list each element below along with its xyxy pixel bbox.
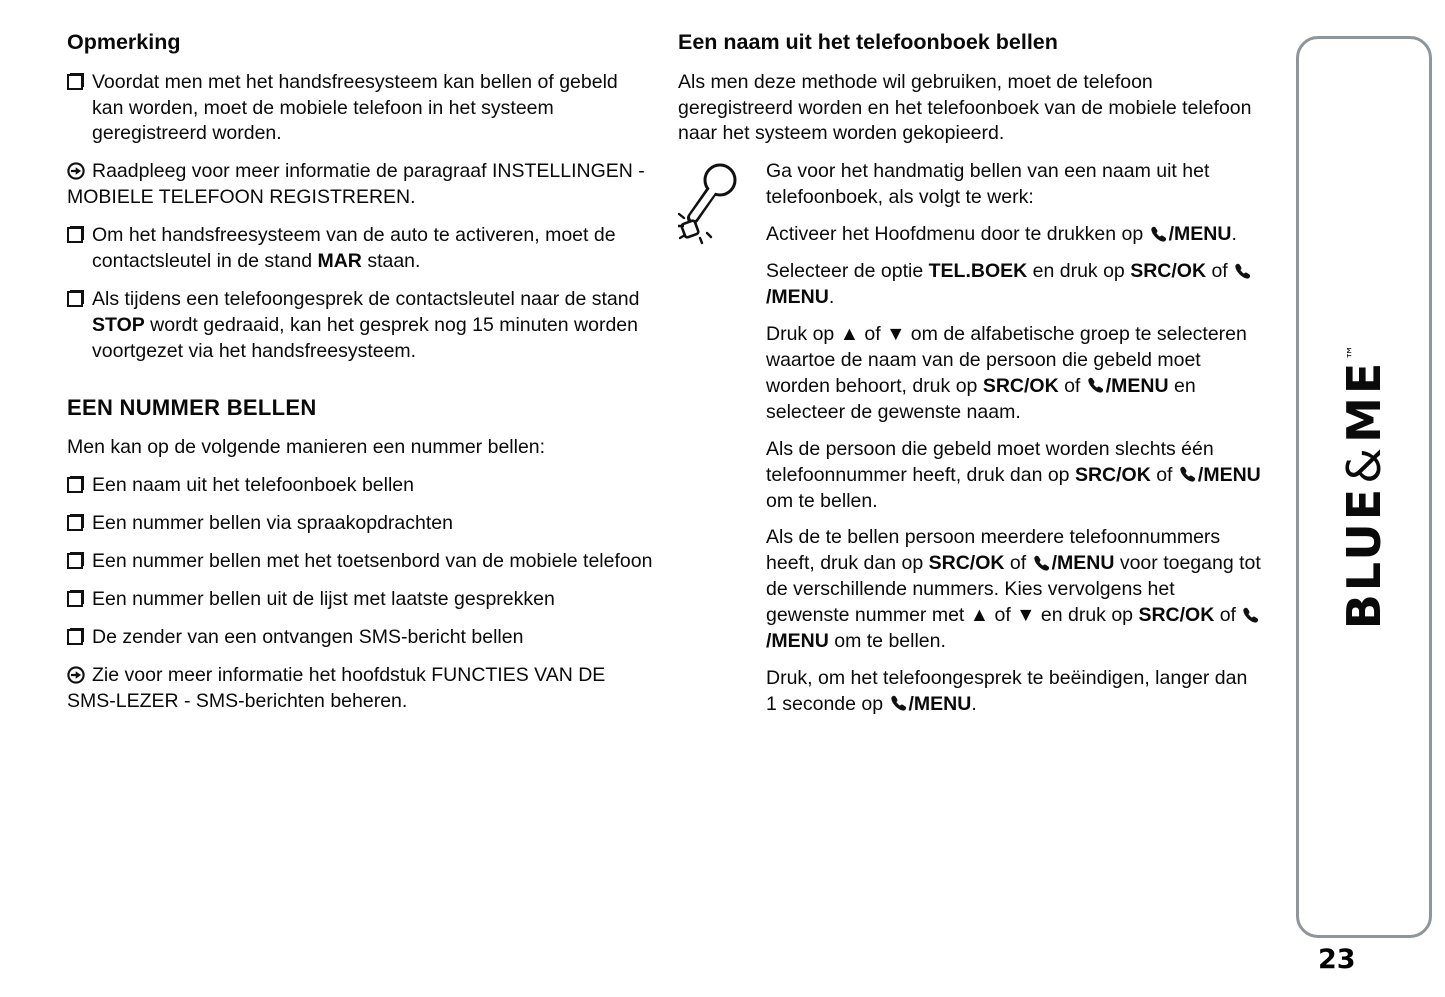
bullet-text — [92, 511, 653, 537]
phone-handset-icon — [1179, 465, 1197, 483]
step-paragraph — [766, 222, 1262, 248]
text-run: . — [828, 286, 835, 309]
cross-reference-item — [67, 159, 653, 211]
bullet-item — [67, 511, 653, 537]
trademark-symbol: ™ — [1344, 344, 1362, 360]
emphasized-text: MAR — [317, 250, 362, 273]
text-run: Ga voor het handmatig bellen van een naam uit het telefoonboek, als volgt te werk: — [766, 160, 1210, 209]
square-bullet-icon — [67, 477, 83, 493]
bullet-text — [92, 473, 653, 499]
step-paragraph — [766, 525, 1262, 655]
emphasized-text: SRC/OK — [1074, 463, 1151, 486]
text-run: of — [1214, 604, 1242, 627]
phone-handset-icon — [1234, 262, 1252, 280]
square-bullet-icon — [67, 291, 83, 307]
left-column — [67, 28, 653, 726]
emphasized-text: /MENU — [1197, 463, 1261, 486]
step-paragraph — [766, 666, 1262, 718]
text-run: en druk op — [1027, 260, 1131, 283]
arrow-bullet-icon — [67, 666, 85, 684]
bullet-item — [67, 625, 653, 651]
text-run: om te bellen. — [766, 489, 878, 512]
square-bullet-icon — [67, 227, 83, 243]
procedure-steps — [678, 159, 1262, 729]
text-run: . — [971, 692, 977, 715]
square-bullet-icon — [67, 629, 83, 645]
emphasized-text: /MENU — [908, 692, 972, 715]
text-run: staan. — [361, 250, 421, 273]
text-run: Men kan op de volgende manieren een nummer bellen: — [67, 436, 546, 459]
emphasized-text: /MENU — [1051, 552, 1115, 575]
emphasized-text: SRC/OK — [1138, 604, 1215, 627]
bullet-text — [92, 625, 653, 651]
paragraph — [678, 70, 1262, 148]
text-run: Als de persoon die gebeld moet worden slechts één telefoonnummer heeft, druk dan op — [766, 437, 1214, 486]
step-paragraph — [766, 437, 1262, 515]
step-paragraph — [766, 322, 1262, 426]
bullet-text — [92, 70, 653, 148]
brand-text: ME — [1337, 359, 1391, 443]
emphasized-text: /MENU — [766, 286, 829, 309]
text-run: of — [1004, 552, 1032, 575]
emphasized-text: STOP — [92, 313, 145, 336]
text-run: Een nummer bellen uit de lijst met laatste gesprekken — [92, 587, 555, 610]
text-run: Zie voor meer informatie het hoofdstuk FUNCTIES VAN DE SMS-LEZER - SMS-berichten beheren. — [67, 663, 606, 712]
text-run: Een nummer bellen met het toetsenbord van de mobiele telefoon — [92, 549, 653, 572]
bullet-item — [67, 70, 653, 148]
section-heading: EEN NUMMER BELLEN — [67, 394, 317, 420]
text-run: en selecteer de gewenste naam. — [766, 374, 1196, 423]
text-run: Druk op ▲ of ▼ om de alfabetische groep te selecteren waartoe de naam van de persoon die gebeld moet worden behoort, druk op — [766, 322, 1247, 397]
text-run: of — [1150, 463, 1178, 486]
text-run: om te bellen. — [828, 630, 946, 653]
phone-handset-icon — [1150, 225, 1168, 243]
text-run: voor toegang tot de verschillende nummers. Kies vervolgens het gewenste nummer met ▲ of ▼ en druk op — [766, 552, 1261, 627]
phone-handset-icon — [1087, 376, 1105, 394]
text-run: . — [1231, 223, 1237, 246]
hand-press-button-icon — [678, 159, 742, 247]
bullet-item — [67, 473, 653, 499]
text-run: Activeer het Hoofdmenu door te drukken op — [766, 223, 1149, 246]
bullet-item — [67, 587, 653, 613]
text-run: wordt gedraaid, kan het gesprek nog 15 minuten worden voortgezet via het handsfreesysteem. — [92, 313, 638, 362]
bullet-text — [92, 223, 653, 275]
text-run: Raadpleeg voor meer informatie de paragraaf INSTELLINGEN - MOBIELE TELEFOON REGISTREREN. — [67, 160, 645, 209]
phone-handset-icon — [890, 694, 908, 712]
blue-and-me-logo — [1337, 345, 1391, 630]
text-run: Als de te bellen persoon meerdere telefoonnummers heeft, druk dan op — [766, 526, 1221, 575]
text-run: De zender van een ontvangen SMS-bericht bellen — [92, 625, 524, 648]
emphasized-text: SRC/OK — [982, 374, 1059, 397]
text-run: Als tijdens een telefoongesprek de contactsleutel naar de stand — [92, 288, 640, 311]
brand-ampersand: & — [1337, 444, 1391, 484]
text-run: Selecteer de optie — [766, 260, 929, 283]
bullet-text — [92, 287, 653, 365]
text-run: Voordat men met het handsfreesysteem kan bellen of gebeld kan worden, moet de mobiele telefoon in het systeem geregistreerd worden. — [92, 70, 618, 145]
emphasized-text: /MENU — [766, 630, 829, 653]
square-bullet-icon — [67, 553, 83, 569]
bullet-text — [92, 549, 653, 575]
arrow-bullet-icon — [67, 162, 85, 180]
page-number: 23 — [1318, 944, 1356, 975]
emphasized-text: SRC/OK — [1130, 260, 1207, 283]
text-run: Druk, om het telefoongesprek te beëindigen, langer dan 1 seconde op — [766, 667, 1248, 715]
bullet-item — [67, 223, 653, 275]
square-bullet-icon — [67, 515, 83, 531]
cross-reference-item — [67, 663, 653, 715]
section-heading: Opmerking — [67, 30, 181, 54]
text-run: of — [1206, 260, 1234, 283]
bullet-item — [67, 549, 653, 575]
right-column — [678, 28, 1262, 729]
step-paragraph — [766, 259, 1262, 311]
bullet-text — [92, 587, 653, 613]
square-bullet-icon — [67, 591, 83, 607]
step-texts — [766, 159, 1262, 729]
brand-text: BLUE — [1337, 485, 1391, 630]
phone-handset-icon — [1033, 554, 1051, 572]
section-heading: Een naam uit het telefoonboek bellen — [678, 30, 1058, 54]
emphasized-text: /MENU — [1105, 374, 1169, 397]
text-run: Om het handsfreesysteem van de auto te activeren, moet de contactsleutel in de stand — [92, 224, 616, 273]
emphasized-text: /MENU — [1168, 223, 1232, 246]
bullet-item — [67, 287, 653, 365]
blue-and-me-sidebar — [1296, 36, 1432, 938]
paragraph — [67, 435, 653, 461]
text-run: Als men deze methode wil gebruiken, moet de telefoon geregistreerd worden en het telefoonboek van de mobiele telefoon naar het systeem worden gekopieerd. — [678, 70, 1252, 145]
square-bullet-icon — [67, 74, 83, 90]
emphasized-text: TEL.BOEK — [928, 260, 1028, 283]
text-run: of — [1058, 374, 1086, 397]
step-paragraph — [766, 159, 1262, 211]
phone-handset-icon — [1242, 606, 1260, 624]
text-run: Een nummer bellen via spraakopdrachten — [92, 511, 453, 534]
emphasized-text: SRC/OK — [928, 552, 1005, 575]
text-run: Een naam uit het telefoonboek bellen — [92, 473, 414, 496]
